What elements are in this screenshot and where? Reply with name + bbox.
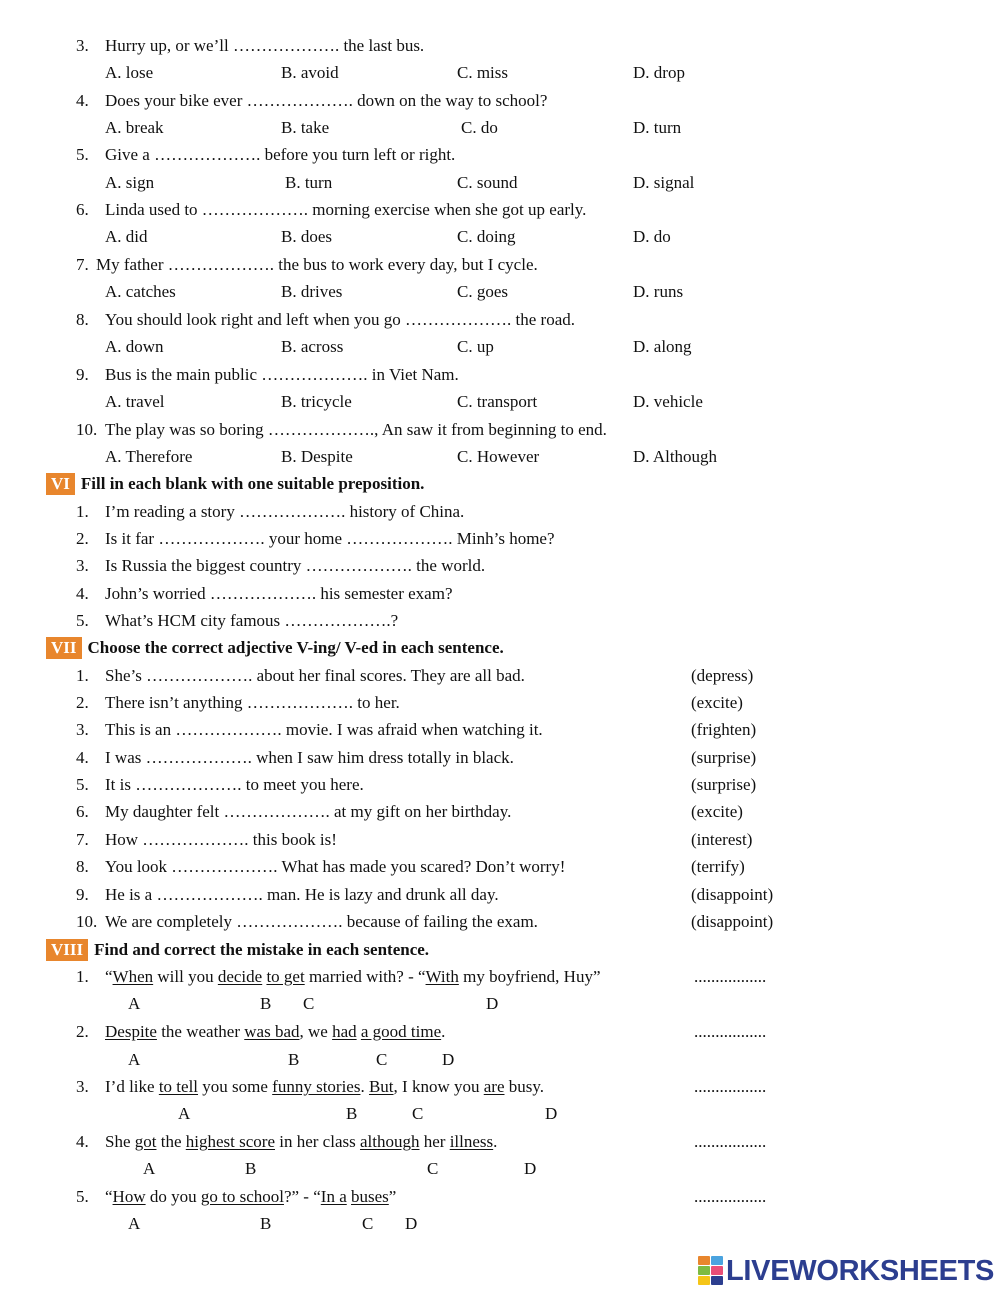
error-sentence: Despite the weather was bad, we had a good time.	[105, 1022, 446, 1041]
option-d[interactable]: D. along	[633, 337, 692, 356]
underlined-a: Despite	[105, 1022, 157, 1041]
letter-label: C	[376, 1050, 388, 1069]
underlined-a: How	[112, 1187, 146, 1206]
item-text: How ………………. this book is!	[105, 830, 337, 849]
option-a[interactable]: A. catches	[105, 282, 176, 301]
item-text: He is a ………………. man. He is lazy and drunk all day.	[105, 885, 499, 904]
underlined-b: was bad	[244, 1022, 300, 1041]
option-d[interactable]: D. signal	[633, 173, 695, 192]
option-b[interactable]: B. does	[281, 227, 332, 246]
option-d[interactable]: D. Although	[633, 447, 718, 466]
question-text: The play was so boring ………………., An saw it from beginning to end.	[105, 420, 607, 439]
item-number: 8.	[76, 857, 89, 876]
item-text: You look ………………. What has made you scared? Don’t worry!	[105, 857, 566, 876]
underlined-a: to tell	[158, 1077, 199, 1096]
letter-label: C	[362, 1214, 374, 1233]
brand-wordmark: LIVEWORKSHEETS	[726, 1254, 995, 1287]
item-number: 2.	[76, 529, 89, 548]
item-number: 5.	[76, 611, 89, 630]
error-sentence: “When will you decide to get married with? - “With my boyfriend, Huy”	[105, 967, 601, 986]
question-number: 4.	[76, 91, 89, 110]
question-text: My father ………………. the bus to work every day, but I cycle.	[96, 255, 538, 274]
question-text: Hurry up, or we’ll ………………. the last bus.	[105, 36, 425, 55]
option-c[interactable]: C. goes	[457, 282, 508, 301]
section-6-heading	[46, 473, 424, 495]
underlined-c: In a	[320, 1187, 347, 1206]
section-title: Choose the correct adjective V-ing/ V-ed in each sentence.	[87, 638, 504, 657]
question-number: 10.	[76, 420, 98, 439]
option-a[interactable]: A. did	[105, 227, 148, 246]
underlined-b: go to school	[200, 1187, 284, 1206]
item-text: Is it far ………………. your home ………………. Minh’s home?	[105, 529, 555, 548]
item-number: 2.	[76, 693, 89, 712]
option-b[interactable]: B. Despite	[281, 447, 353, 466]
answer-blank[interactable]: .................	[694, 1187, 767, 1206]
option-d[interactable]: D. runs	[633, 282, 684, 301]
underlined-d: a good time	[360, 1022, 442, 1041]
underlined-a: When	[112, 967, 154, 986]
section-number-badge: VII	[46, 637, 82, 659]
letter-label: D	[524, 1159, 537, 1178]
letter-label: C	[412, 1104, 424, 1123]
letter-label: C	[303, 994, 315, 1013]
item-number: 3.	[76, 556, 89, 575]
error-sentence: “How do you go to school?” - “In a buses”	[105, 1187, 397, 1206]
question-text: Linda used to ………………. morning exercise when she got up early.	[105, 200, 587, 219]
underlined-b: decide	[217, 967, 263, 986]
liveworksheets-logo[interactable]	[698, 1254, 994, 1288]
option-b[interactable]: B. drives	[281, 282, 343, 301]
question-number: 5.	[76, 145, 89, 164]
option-b[interactable]: B. tricycle	[281, 392, 352, 411]
underlined-b: highest score	[185, 1132, 275, 1151]
underlined-c: although	[359, 1132, 420, 1151]
underlined-d: With	[425, 967, 459, 986]
letter-label: A	[178, 1104, 191, 1123]
answer-blank[interactable]: .................	[694, 1077, 767, 1096]
section-number-badge: VI	[46, 473, 75, 495]
question-number: 6.	[76, 200, 89, 219]
word-hint: (excite)	[691, 693, 743, 712]
answer-blank[interactable]: .................	[694, 1022, 767, 1041]
item-number: 9.	[76, 885, 89, 904]
error-sentence: She got the highest score in her class although her illness.	[105, 1132, 498, 1151]
item-text: Is Russia the biggest country ………………. the world.	[105, 556, 486, 575]
item-text: She’s ………………. about her final scores. They are all bad.	[105, 666, 525, 685]
option-c[interactable]: C. up	[457, 337, 494, 356]
letter-label: B	[346, 1104, 358, 1123]
item-number: 5.	[76, 1187, 89, 1206]
item-text: I was ………………. when I saw him dress totally in black.	[105, 748, 514, 767]
option-a[interactable]: A. sign	[105, 173, 155, 192]
question-number: 7.	[76, 255, 89, 274]
word-hint: (disappoint)	[691, 885, 774, 904]
option-d[interactable]: D. turn	[633, 118, 682, 137]
item-number: 7.	[76, 830, 89, 849]
option-a[interactable]: A. break	[105, 118, 164, 137]
option-a[interactable]: A. lose	[105, 63, 154, 82]
option-d[interactable]: D. do	[633, 227, 671, 246]
item-number: 4.	[76, 1132, 89, 1151]
word-hint: (surprise)	[691, 748, 757, 767]
underlined-d: buses	[351, 1187, 389, 1206]
letter-label: A	[143, 1159, 156, 1178]
question-text: Bus is the main public ………………. in Viet Nam.	[105, 365, 459, 384]
option-d[interactable]: D. drop	[633, 63, 685, 82]
answer-blank[interactable]: .................	[694, 967, 767, 986]
item-number: 5.	[76, 775, 89, 794]
section-8-heading	[46, 939, 429, 961]
underlined-d: are	[483, 1077, 505, 1096]
word-hint: (frighten)	[691, 720, 757, 739]
word-hint: (interest)	[691, 830, 753, 849]
option-a[interactable]: A. travel	[105, 392, 165, 411]
option-b[interactable]: B. avoid	[281, 63, 339, 82]
letter-label: B	[260, 1214, 272, 1233]
question-text: You should look right and left when you go ………………. the road.	[105, 310, 575, 329]
letter-label: D	[405, 1214, 418, 1233]
item-number: 1.	[76, 666, 89, 685]
item-text: John’s worried ………………. his semester exam?	[105, 584, 453, 603]
item-text: This is an ………………. movie. I was afraid when watching it.	[105, 720, 543, 739]
letter-label: D	[545, 1104, 558, 1123]
item-number: 2.	[76, 1022, 89, 1041]
item-number: 1.	[76, 502, 89, 521]
item-text: I’m reading a story ………………. history of China.	[105, 502, 465, 521]
item-number: 6.	[76, 802, 89, 821]
letter-label: B	[288, 1050, 300, 1069]
underlined-c: had	[332, 1022, 357, 1041]
option-c[interactable]: C. do	[461, 118, 498, 137]
item-text: We are completely ………………. because of failing the exam.	[105, 912, 538, 931]
question-text: Give a ………………. before you turn left or right.	[105, 145, 456, 164]
underlined-c: to get	[266, 967, 305, 986]
word-hint: (surprise)	[691, 775, 757, 794]
item-number: 3.	[76, 720, 89, 739]
letter-label: C	[427, 1159, 439, 1178]
section-7-heading	[46, 637, 504, 659]
item-text: There isn’t anything ………………. to her.	[105, 693, 400, 712]
item-number: 4.	[76, 748, 89, 767]
letter-label: B	[260, 994, 272, 1013]
item-number: 3.	[76, 1077, 89, 1096]
answer-blank[interactable]: .................	[694, 1132, 767, 1151]
word-hint: (terrify)	[691, 857, 745, 876]
question-number: 8.	[76, 310, 89, 329]
question-text: Does your bike ever ………………. down on the way to school?	[105, 91, 548, 110]
error-sentence: I’d like to tell you some funny stories. But, I know you are busy.	[105, 1077, 545, 1096]
section-number-badge: VIII	[46, 939, 88, 961]
option-c[interactable]: C. doing	[457, 227, 516, 246]
option-b[interactable]: B. across	[281, 337, 344, 356]
section-title: Fill in each blank with one suitable preposition.	[80, 474, 425, 493]
underlined-d: illness	[449, 1132, 494, 1151]
item-number: 1.	[76, 967, 89, 986]
letter-label: D	[442, 1050, 455, 1069]
liveworksheets-logo-icon	[698, 1256, 724, 1286]
option-a[interactable]: A. Therefore	[105, 447, 193, 466]
option-c[interactable]: C. miss	[457, 63, 509, 82]
option-c[interactable]: C. transport	[457, 392, 538, 411]
option-d[interactable]: D. vehicle	[633, 392, 703, 411]
option-a[interactable]: A. down	[105, 337, 164, 356]
item-number: 10.	[76, 912, 98, 931]
option-b[interactable]: B. turn	[285, 173, 333, 192]
option-c[interactable]: C. However	[457, 447, 540, 466]
word-hint: (depress)	[691, 666, 754, 685]
item-text: What’s HCM city famous ……………….?	[105, 611, 399, 630]
underlined-b: funny stories	[272, 1077, 361, 1096]
question-number: 3.	[76, 36, 89, 55]
letter-label: A	[128, 1214, 141, 1233]
option-c[interactable]: C. sound	[457, 173, 518, 192]
letter-label: A	[128, 1050, 141, 1069]
section-title: Find and correct the mistake in each sentence.	[94, 940, 430, 959]
item-text: It is ………………. to meet you here.	[105, 775, 364, 794]
letter-label: A	[128, 994, 141, 1013]
option-b[interactable]: B. take	[281, 118, 330, 137]
letter-label: B	[245, 1159, 257, 1178]
item-text: My daughter felt ………………. at my gift on her birthday.	[105, 802, 512, 821]
question-number: 9.	[76, 365, 89, 384]
word-hint: (disappoint)	[691, 912, 774, 931]
underlined-a: got	[134, 1132, 157, 1151]
letter-label: D	[486, 994, 499, 1013]
underlined-c: But	[368, 1077, 394, 1096]
item-number: 4.	[76, 584, 89, 603]
word-hint: (excite)	[691, 802, 743, 821]
